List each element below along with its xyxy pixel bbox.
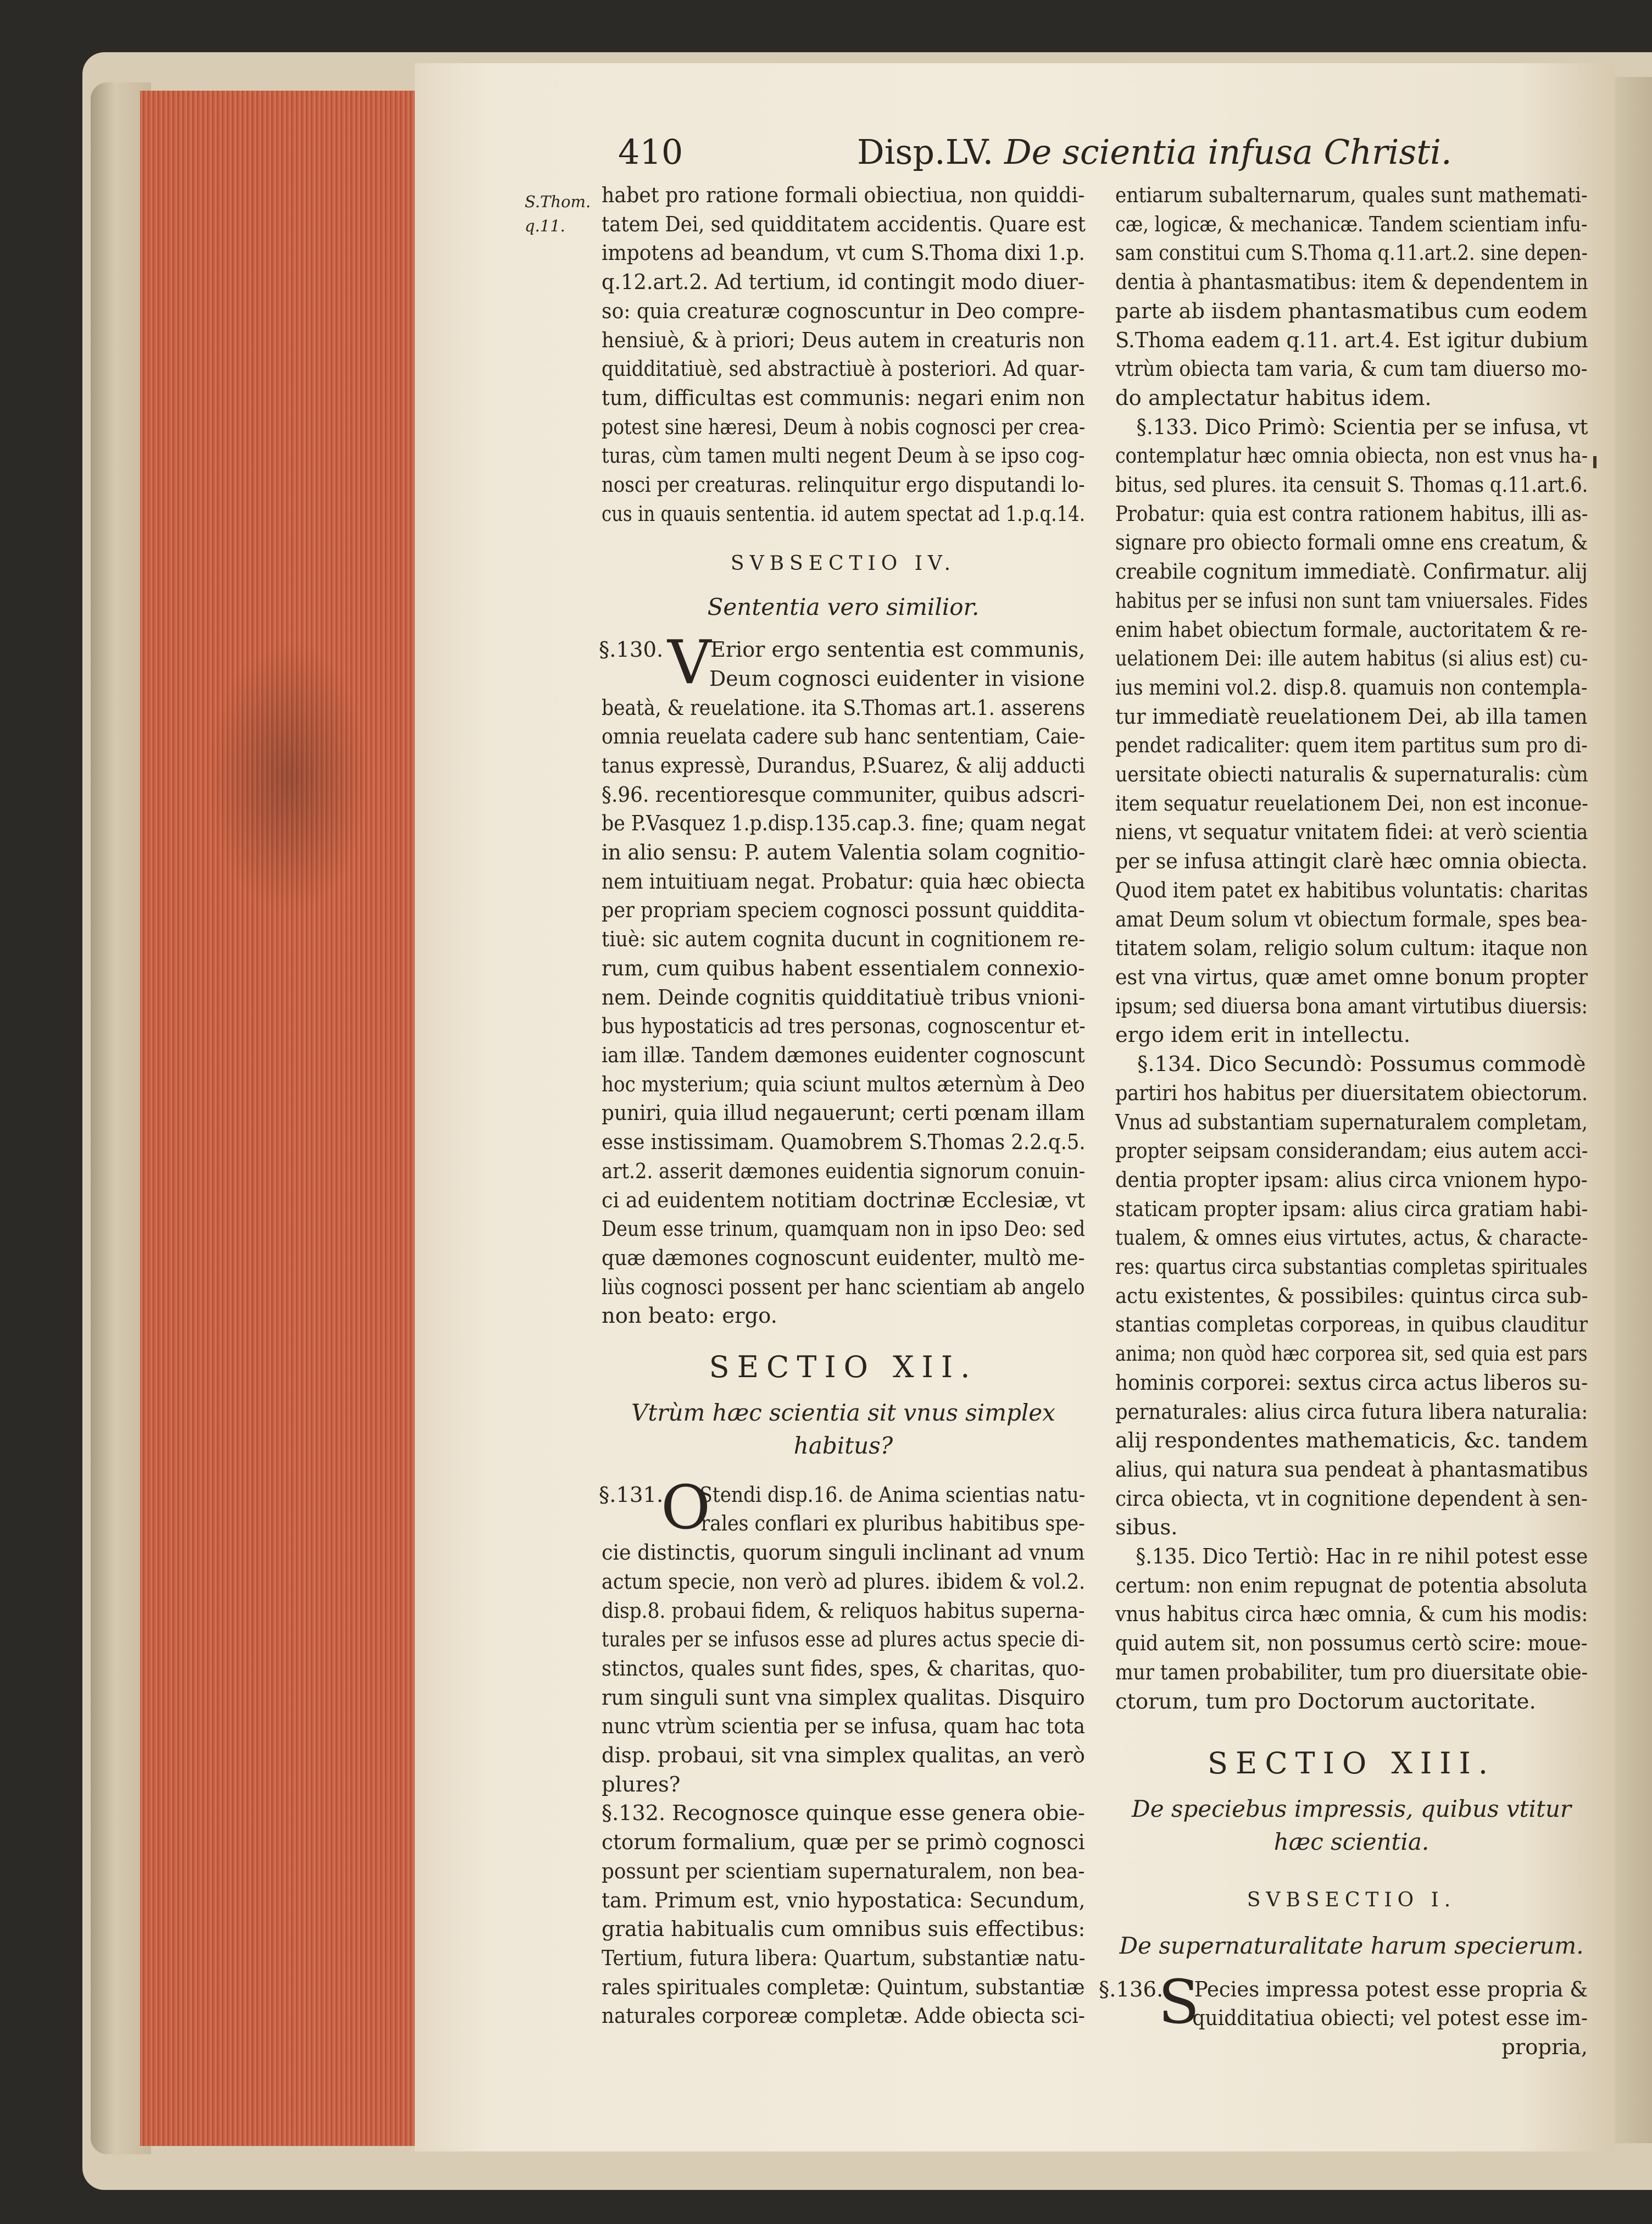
text-line: propter seipsam considerandam; eius autem acci- bbox=[1115, 1139, 1588, 1164]
text-line: turas, cùm tamen multi negent Deum à se ipso cog- bbox=[602, 443, 1085, 469]
subsection-title: De supernaturalitate harum specierum. bbox=[1119, 1932, 1584, 1959]
page-number: 410 bbox=[618, 132, 683, 172]
text-line: cus in quauis sententia. id autem spectat ad 1.p.q.14. bbox=[602, 501, 1086, 526]
text-line: pernaturales: alius circa futura libera naturalia: bbox=[1115, 1399, 1588, 1424]
text-line: possunt per scientiam supernaturalem, non bea- bbox=[602, 1859, 1085, 1884]
text-line: hoc mysterium; quia sciunt multos æternùm à Deo bbox=[602, 1072, 1085, 1097]
text-line: bus hypostaticis ad tres personas, cognoscentur et- bbox=[602, 1014, 1086, 1039]
text-line: partiri hos habitus per diuersitatem obiectorum. bbox=[1115, 1080, 1588, 1106]
text-line: stinctos, quales sunt fides, spes, & charitas, quo- bbox=[602, 1656, 1086, 1681]
text-line: res: quartus circa substantias completas spirituales bbox=[1115, 1255, 1588, 1280]
text-line: hensiuè, & à priori; Deus autem in creaturis non bbox=[602, 328, 1085, 353]
text-line: Pecies impressa potest esse propria & bbox=[1194, 1977, 1588, 2002]
text-line: S.Thoma eadem q.11. art.4. Est igitur dubium bbox=[1115, 328, 1588, 353]
subsection-heading: SVBSECTIO I. bbox=[1247, 1888, 1456, 1911]
text-line: ergo idem erit in intellectu. bbox=[1115, 1023, 1411, 1048]
text-line: potest sine hæresi, Deum à nobis cognosci per crea- bbox=[602, 414, 1086, 440]
paragraph-134 bbox=[1115, 1050, 1588, 1543]
section-title: De speciebus impressis, quibus vtitur bbox=[1132, 1795, 1571, 1822]
text-line: tiuè: sic autem cognita ducunt in cognitionem re- bbox=[602, 927, 1086, 952]
text-line: titatem solam, religio solum cultum: itaque non bbox=[1115, 936, 1588, 961]
margin-note-line: S.Thom. bbox=[525, 192, 591, 211]
text-line: actum specie, non verò ad plures. ibidem & vol.2. bbox=[602, 1569, 1086, 1594]
text-line: §.96. recentioresque communiter, quibus adscri- bbox=[602, 782, 1085, 807]
text-line: quid autem sit, non possumus certò scire: moue- bbox=[1115, 1631, 1588, 1656]
text-line: puniri, quia illud negauerunt; certi pœnam illam bbox=[602, 1101, 1085, 1126]
text-line: creabile cognitum immediatè. Confirmatur. alij bbox=[1115, 559, 1588, 585]
page-header bbox=[615, 132, 1549, 181]
text-line: §.135. Dico Tertiò: Hac in re nihil potest esse bbox=[1136, 1544, 1588, 1569]
text-line: plures? bbox=[602, 1772, 681, 1797]
ink-offset-smudge bbox=[206, 640, 371, 915]
facing-page-edge bbox=[1615, 77, 1652, 2143]
running-head bbox=[857, 132, 1452, 172]
text-line: uersitate obiecti naturalis & supernaturalis: cùm bbox=[1115, 762, 1588, 787]
text-line: habet pro ratione formali obiectiua, non quiddi- bbox=[602, 183, 1085, 208]
text-line: nosci per creaturas. relinquitur ergo disputandi lo- bbox=[602, 473, 1085, 498]
text-line: tatem Dei, sed quidditatem accidentis. Quare est bbox=[602, 212, 1086, 237]
text-line: impotens ad beandum, vt cum S.Thoma dixi 1.p. bbox=[602, 241, 1085, 266]
text-line: est vna virtus, quæ amet omne bonum propter bbox=[1115, 964, 1588, 990]
text-line: entiarum subalternarum, quales sunt mathemati- bbox=[1115, 183, 1588, 208]
text-line: signare pro obiecto formali omne ens creatum, & bbox=[1115, 530, 1588, 556]
text-line: nem intuitiuam negat. Probatur: quia hæc obiecta bbox=[602, 869, 1086, 894]
text-line: beatà, & reuelatione. ita S.Thomas art.1. asserens bbox=[602, 695, 1086, 720]
section-title: habitus? bbox=[793, 1432, 893, 1459]
running-head-roman: Disp.LV. bbox=[857, 132, 994, 172]
text-line: Deum cognosci euidenter in visione bbox=[709, 666, 1085, 691]
text-line: bitus, sed plures. ita censuit S. Thomas q.11.art.6. bbox=[1115, 473, 1588, 498]
right-column bbox=[1099, 181, 1588, 2062]
text-line: circa obiecta, vt in cognitione dependent à sen- bbox=[1115, 1486, 1588, 1511]
paragraph-mark: §.136. bbox=[1099, 1977, 1164, 2002]
page-edges-red bbox=[140, 91, 415, 2146]
text-line: disp.8. probaui fidem, & reliquos habitus superna- bbox=[602, 1598, 1085, 1623]
text-line: tanus expressè, Durandus, P.Suarez, & alij adducti bbox=[602, 753, 1086, 778]
text-line: cæ, logicæ, & mechanicæ. Tandem scientiam infu- bbox=[1115, 212, 1588, 237]
subsection-title: Sententia vero similior. bbox=[707, 594, 980, 621]
text-line: be P.Vasquez 1.p.disp.135.cap.3. fine; quam negat bbox=[602, 811, 1086, 836]
text-line: art.2. asserit dæmones euidentia signorum conuin- bbox=[602, 1158, 1086, 1184]
text-line: propria, bbox=[1501, 2035, 1588, 2060]
drop-cap: O bbox=[661, 1472, 711, 1543]
text-line: stantias completas corporeas, in quibus clauditur bbox=[1115, 1312, 1588, 1338]
text-line: §.132. Recognosce quinque esse genera obie- bbox=[602, 1801, 1085, 1826]
section-heading: SECTIO XIII. bbox=[1207, 1746, 1496, 1781]
text-line: nunc vtrùm scientia per se infusa, quam hac tota bbox=[602, 1714, 1085, 1739]
paragraph-mark: §.131. bbox=[599, 1482, 664, 1507]
section-title: Vtrùm hæc scientia sit vnus simplex bbox=[631, 1399, 1055, 1426]
margin-note bbox=[525, 190, 591, 238]
left-column bbox=[599, 181, 1086, 2031]
section-heading: SECTIO XII. bbox=[709, 1350, 978, 1385]
text-line: ctorum formalium, quæ per se primò cognosci bbox=[602, 1830, 1085, 1855]
text-line: quæ dæmones cognoscunt euidenter, multò me- bbox=[602, 1245, 1085, 1271]
text-line: actu existentes, & possibiles: quintus circa sub- bbox=[1115, 1283, 1588, 1308]
running-head-italic: De scientia infusa Christi. bbox=[1004, 132, 1452, 172]
text-line: mur tamen probabiliter, tum pro diuersitate obie- bbox=[1115, 1660, 1588, 1685]
paragraph-mark: §.130. bbox=[599, 637, 664, 663]
drop-cap: S bbox=[1158, 1966, 1200, 2037]
text-line: Probatur: quia est contra rationem habitus, illi as- bbox=[1115, 501, 1588, 526]
paragraph-130 bbox=[599, 627, 1086, 1331]
paragraph-132 bbox=[602, 1799, 1085, 2031]
text-line: §.134. Dico Secundò: Possumus commodè bbox=[1137, 1052, 1586, 1077]
text-line: rum, cum quibus habent essentialem connexio- bbox=[602, 956, 1085, 981]
text-line: contemplatur hæc omnia obiecta, non est vnus ha- bbox=[1115, 443, 1588, 469]
text-line: rales spirituales completæ: Quintum, substantiæ bbox=[602, 1975, 1085, 2000]
text-line: ius memini vol.2. disp.8. quamuis non contempla- bbox=[1115, 675, 1588, 700]
text-line: ipsum; sed diuersa bona amant virtutibus diuersis: bbox=[1115, 994, 1588, 1019]
text-line: tam. Primum est, vnio hypostatica: Secundum, bbox=[602, 1888, 1086, 1913]
text-line: rum singuli sunt vna simplex qualitas. Disquiro bbox=[602, 1685, 1085, 1710]
text-line: q.12.art.2. Ad tertium, id contingit modo diuer- bbox=[602, 270, 1085, 295]
text-line: so: quia creaturæ cognoscuntur in Deo compre- bbox=[602, 298, 1085, 324]
text-line: enim habet obiectum formale, auctoritatem & re- bbox=[1115, 617, 1588, 642]
text-line: vtrùm obiecta tam varia, & cum tam diuerso mo- bbox=[1115, 357, 1588, 382]
text-line: vnus habitus circa hæc omnia, & cum his modis: bbox=[1115, 1602, 1588, 1627]
text-line: Vnus ad substantiam supernaturalem completam, bbox=[1115, 1110, 1588, 1135]
text-line: Erior ergo sententia est communis, bbox=[710, 637, 1086, 663]
text-line: anima; non quòd hæc corporea sit, sed quia est pars bbox=[1115, 1341, 1588, 1367]
section-title: hæc scientia. bbox=[1273, 1828, 1429, 1855]
text-line: alij respondentes mathematicis, &c. tandem bbox=[1115, 1428, 1588, 1454]
text-line: Tertium, futura libera: Quartum, substantiæ natu- bbox=[602, 1945, 1086, 1971]
drop-cap: V bbox=[668, 627, 711, 698]
text-line: sibus. bbox=[1115, 1515, 1178, 1540]
text-line: staticam propter ipsam: alius circa gratiam habi- bbox=[1115, 1196, 1588, 1222]
text-line: omnia reuelata cadere sub hanc sententiam, Caie- bbox=[602, 724, 1086, 750]
text-line: habitus per se infusi non sunt tam vniuersales. Fides bbox=[1115, 588, 1588, 613]
text-line: Quod item patet ex habitibus voluntatis: charitas bbox=[1115, 878, 1588, 903]
text-line: quidditatiua obiecti; vel potest esse im- bbox=[1192, 2006, 1588, 2031]
subsection-heading: SVBSECTIO IV. bbox=[730, 552, 956, 575]
text-line: dentia propter ipsam: alius circa vnionem hypo- bbox=[1115, 1167, 1588, 1193]
text-line: per se infusa attingit clarè hæc omnia obiecta. bbox=[1115, 849, 1588, 874]
text-line: nem. Deinde cognitis quidditatiuè tribus vnioni- bbox=[602, 985, 1086, 1010]
text-line: tur immediatè reuelationem Dei, ab illa tamen bbox=[1115, 704, 1588, 729]
text-line: amat Deum solum vt obiectum formale, spes bea- bbox=[1115, 907, 1588, 932]
left-top-text bbox=[602, 181, 1085, 529]
margin-note-line: q.11. bbox=[525, 217, 565, 235]
text-line: tualem, & omnes eius virtutes, actus, & characte- bbox=[1115, 1225, 1588, 1251]
text-line: uelationem Dei: ille autem habitus (si alius est) cu- bbox=[1115, 646, 1588, 672]
text-line: niens, vt sequatur vnitatem fidei: at verò scientia bbox=[1115, 820, 1588, 845]
text-line: iam illæ. Tandem dæmones euidenter cognoscunt bbox=[602, 1042, 1085, 1068]
text-line: parte ab iisdem phantasmatibus cum eodem bbox=[1115, 298, 1588, 324]
text-line: in alio sensu: P. autem Valentia solam cognitio- bbox=[602, 840, 1086, 866]
text-line: do amplectatur habitus idem. bbox=[1115, 385, 1432, 411]
text-line: naturales corporeæ completæ. Adde obiecta sci- bbox=[602, 2004, 1085, 2029]
text-line: turales per se infusos esse ad plures actus specie di- bbox=[602, 1627, 1085, 1652]
paragraph-133 bbox=[1115, 413, 1588, 1050]
text-line: tum, difficultas est communis: negari enim non bbox=[602, 385, 1085, 411]
text-line: esse instissimam. Quamobrem S.Thomas 2.2.q.5. bbox=[602, 1130, 1086, 1155]
text-line: alius, qui natura sua pendeat à phantasmatibus bbox=[1115, 1457, 1588, 1482]
text-line: quidditatiuè, sed abstractiuè à posteriori. Ad quar- bbox=[602, 357, 1085, 382]
text-line: gratia habitualis cum omnibus suis effectibus: bbox=[602, 1917, 1086, 1942]
paragraph-136 bbox=[1099, 1966, 1588, 2062]
text-line: hominis corporei: sextus circa actus liberos su- bbox=[1115, 1370, 1588, 1395]
text-line: §.133. Dico Primò: Scientia per se infusa, vt bbox=[1136, 414, 1588, 440]
text-line: sam constitui cum S.Thoma q.11.art.2. sine depen- bbox=[1115, 241, 1588, 266]
paragraph-131 bbox=[599, 1472, 1086, 1800]
right-top-text bbox=[1115, 181, 1588, 413]
margin-mark bbox=[1593, 456, 1597, 468]
text-line: ctorum, tum pro Doctorum auctoritate. bbox=[1115, 1689, 1536, 1714]
text-line: per propriam speciem cognosci possunt quiddita- bbox=[602, 898, 1085, 923]
text-line: pendet radicaliter: quem item partitus sum pro di- bbox=[1115, 733, 1588, 758]
text-line: dentia à phantasmatibus: item & dependentem in bbox=[1115, 270, 1588, 295]
text-line: ci ad euidentem notitiam doctrinæ Ecclesiæ, vt bbox=[602, 1188, 1086, 1213]
text-line: non beato: ergo. bbox=[602, 1304, 777, 1329]
text-line: cie distinctis, quorum singuli inclinant ad vnum bbox=[602, 1540, 1085, 1566]
text-line: Deum esse trinum, quamquam non in ipso Deo: sed bbox=[602, 1217, 1086, 1242]
text-line: rales conflari ex pluribus habitibus spe- bbox=[700, 1511, 1085, 1537]
text-line: liùs cognosci possent per hanc scientiam ab angelo bbox=[602, 1274, 1085, 1300]
text-line: disp. probaui, sit vna simplex qualitas, an verò bbox=[602, 1743, 1085, 1768]
text-line: certum: non enim repugnat de potentia absoluta bbox=[1115, 1573, 1588, 1598]
text-line: item sequatur reuelationem Dei, non est inconue- bbox=[1115, 791, 1588, 816]
paragraph-135 bbox=[1115, 1543, 1588, 1716]
text-line: Stendi disp.16. de Anima scientias natu- bbox=[699, 1482, 1086, 1507]
